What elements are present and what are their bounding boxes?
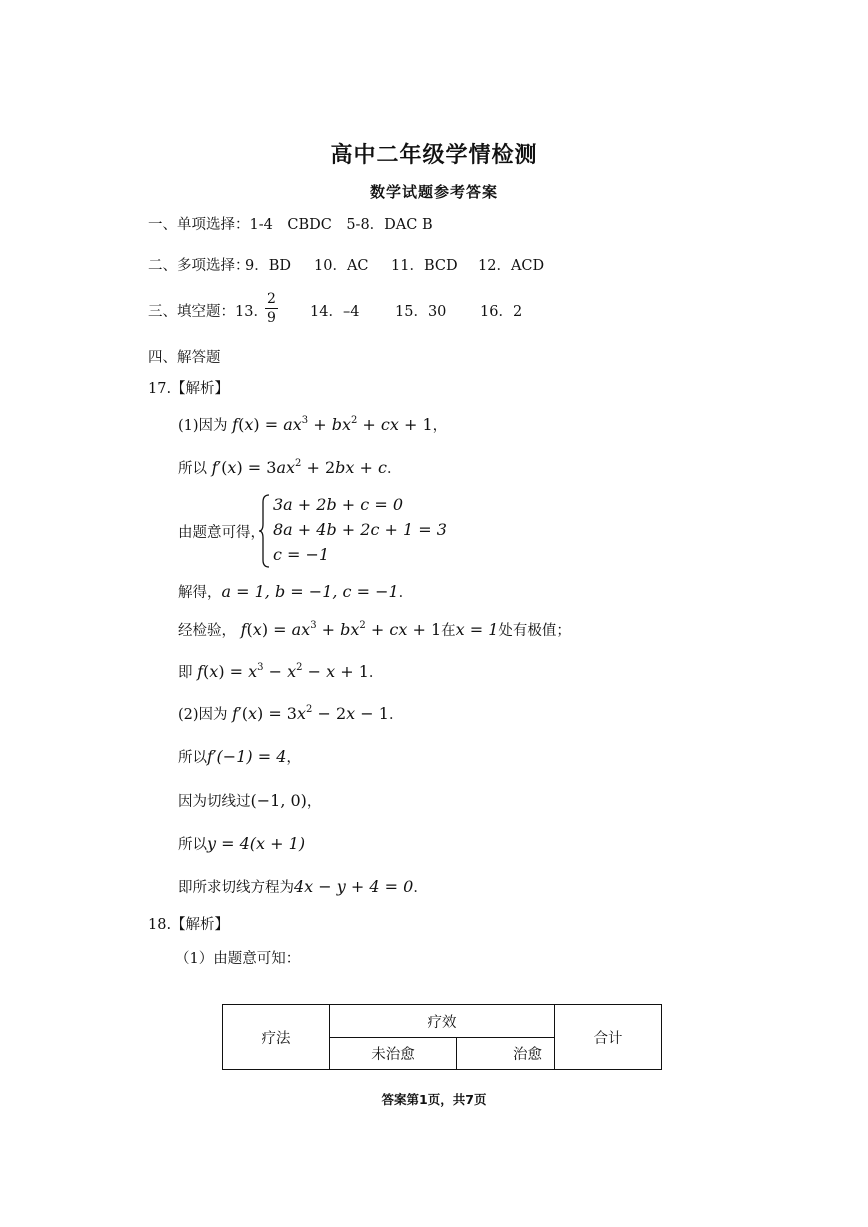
answer-item: 16．2	[480, 304, 523, 320]
q17-line10: 所以y = 4(x + 1)	[178, 834, 306, 853]
q17-line3-label: 由题意可得，	[178, 525, 265, 541]
fraction-two-ninths	[262, 290, 281, 327]
section-label: 二、多项选择：	[148, 258, 250, 274]
q17-line4: 解得，a = 1, b = −1, c = −1．	[178, 582, 414, 601]
q17-line9: 因为切线过(−1, 0)，	[178, 791, 322, 810]
section-label: 一、单项选择：	[148, 217, 250, 233]
math-expression: a = 1, b = −1, c = −1	[221, 582, 399, 601]
page-subtitle: 数学试题参考答案	[369, 183, 498, 201]
math-expression: $f(x) = x^3 - x^2 - x + 1$	[197, 662, 369, 681]
math-expression: $f(x) = ax^3 + bx^2$ + cx + 1	[232, 415, 433, 434]
fraction-denominator: 9	[267, 310, 276, 326]
q17-line2: 所以 $f'(x) = 3ax^2 + 2bx + c$．	[178, 458, 402, 477]
section-single-choice	[148, 213, 433, 234]
q18-heading: 18.【解析】	[148, 917, 230, 933]
answer-item: 12．ACD	[478, 258, 545, 274]
table-header-total: 合计	[555, 1005, 662, 1070]
math-expression: f′(−1) = 4	[207, 747, 287, 766]
contingency-table	[222, 1004, 662, 1070]
answer-item: 9．BD	[245, 258, 292, 274]
q17-line7: (2)因为 $f'(x) = 3x^2 - 2x - 1$．	[178, 704, 404, 723]
answer-item: 11．BCD	[391, 258, 458, 274]
math-expression: x = 1	[455, 620, 499, 639]
math-expression: 4x − y + 4 = 0	[294, 877, 414, 896]
q18-intro: （1）由题意可知：	[175, 951, 301, 967]
section-fill-blank	[148, 300, 268, 321]
math-expression: $f(x) = ax^3 + bx^2$ + cx + 1	[240, 620, 442, 639]
system-equation-3: c = −1	[273, 545, 330, 564]
section-solutions: 四、解答题	[148, 350, 221, 366]
left-brace-icon	[258, 494, 270, 568]
page-footer: 答案第1页，共7页	[381, 1092, 487, 1107]
table-header-cured: 治愈	[457, 1038, 555, 1070]
math-expression: $f'(x) = 3ax^2 + 2bx + c$	[211, 458, 387, 477]
answer-item: 13．	[235, 304, 268, 320]
math-expression: $f'(x) = 3x^2 - 2x - 1$	[232, 704, 389, 723]
math-expression: (−1, 0)	[250, 791, 307, 810]
table-header-not-cured: 未治愈	[330, 1038, 457, 1070]
system-equation-2: 8a + 4b + 2c + 1 = 3	[273, 520, 447, 539]
answer-item: 15．30	[395, 304, 447, 320]
q17-line6: 即 $f(x) = x^3 - x^2 - x + 1$．	[178, 662, 384, 681]
table-header-method: 疗法	[223, 1005, 330, 1070]
math-expression: y = 4(x + 1)	[207, 834, 306, 853]
q17-line8: 所以f′(−1) = 4，	[178, 747, 301, 766]
answer-item: 14．–4	[310, 304, 360, 320]
answer-item: 10．AC	[314, 258, 369, 274]
table-header-effect: 疗效	[330, 1005, 555, 1038]
fraction-numerator: 2	[267, 291, 276, 307]
section-multiple-choice	[148, 254, 545, 275]
system-equation-1: 3a + 2b + c = 0	[273, 495, 404, 514]
q17-heading: 17.【解析】	[148, 381, 230, 397]
q17-line5: 经检验， $f(x) = ax^3 + bx^2$ + cx + 1在x = 1处有极值；	[178, 620, 571, 639]
q17-line1: (1)因为 $f(x) = ax^3 + bx^2$ + cx + 1，	[178, 415, 448, 434]
section-label: 三、填空题：	[148, 304, 235, 320]
page-title: 高中二年级学情检测	[330, 142, 538, 168]
single-choice-answers: 1-4 CBDC 5-8．DAC B	[249, 217, 433, 233]
q17-line11: 即所求切线方程为4x − y + 4 = 0．	[178, 877, 428, 896]
